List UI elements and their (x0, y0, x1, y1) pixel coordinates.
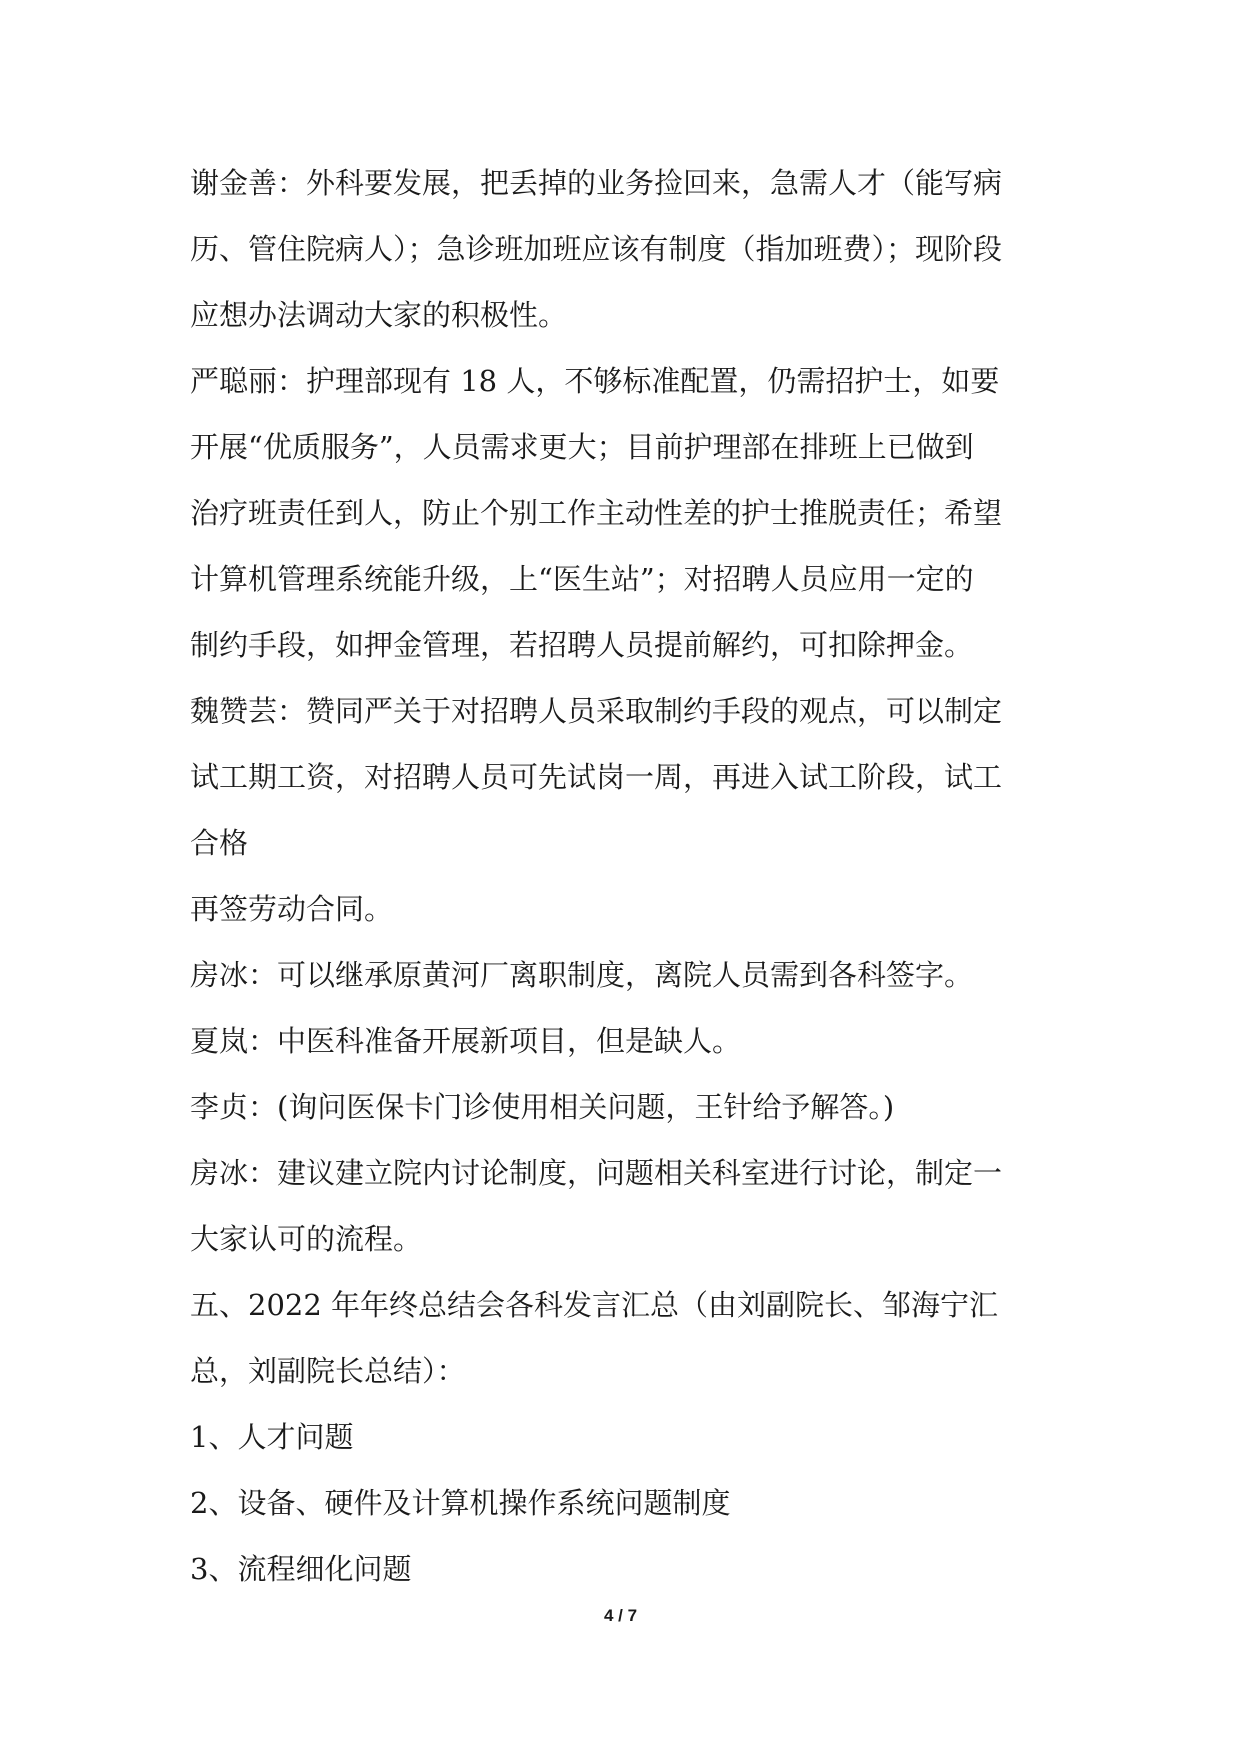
text-line: 大家认可的流程。 (190, 1222, 423, 1256)
list-item: 2、设备、硬件及计算机操作系统问题制度 (190, 1486, 731, 1520)
text-line: 治疗班责任到人，防止个别工作主动性差的护士推脱责任；希望 (190, 496, 1003, 530)
text-line: 严聪丽：护理部现有 18 人，不够标准配置，仍需招护士，如要 (190, 364, 1000, 398)
text-line: 开展“优质服务”，人员需求更大；目前护理部在排班上已做到 (190, 430, 974, 464)
text-line: 李贞：(询问医保卡门诊使用相关问题，王针给予解答。) (190, 1090, 895, 1124)
text-line: 房冰：可以继承原黄河厂离职制度，离院人员需到各科签字。 (190, 958, 974, 992)
page-number: 4 / 7 (603, 1606, 638, 1625)
text-line: 魏赞芸：赞同严关于对招聘人员采取制约手段的观点，可以制定 (190, 694, 1003, 728)
text-line: 历、管住院病人）；急诊班加班应该有制度（指加班费）；现阶段 (190, 232, 1003, 266)
text-line: 房冰：建议建立院内讨论制度，问题相关科室进行讨论，制定一 (190, 1156, 1003, 1190)
section-heading: 五、2022 年年终总结会各科发言汇总（由刘副院长、邹海宁汇 (190, 1288, 999, 1322)
text-line: 谢金善：外科要发展，把丢掉的业务捡回来，急需人才（能写病 (190, 166, 1003, 200)
text-line: 总，刘副院长总结）： (190, 1354, 466, 1388)
text-line: 制约手段，如押金管理，若招聘人员提前解约，可扣除押金。 (190, 628, 974, 662)
text-line: 试工期工资，对招聘人员可先试岗一周，再进入试工阶段，试工 (190, 760, 1003, 794)
list-item: 3、流程细化问题 (190, 1552, 412, 1586)
text-line: 合格 (190, 826, 249, 860)
document-body (190, 150, 1060, 1602)
text-line: 再签劳动合同。 (190, 892, 394, 926)
text-line: 应想办法调动大家的积极性。 (190, 298, 568, 332)
text-line: 夏岚：中医科准备开展新项目，但是缺人。 (190, 1024, 742, 1058)
list-item: 1、人才问题 (190, 1420, 354, 1454)
text-line: 计算机管理系统能升级，上“医生站”；对招聘人员应用一定的 (190, 562, 974, 596)
